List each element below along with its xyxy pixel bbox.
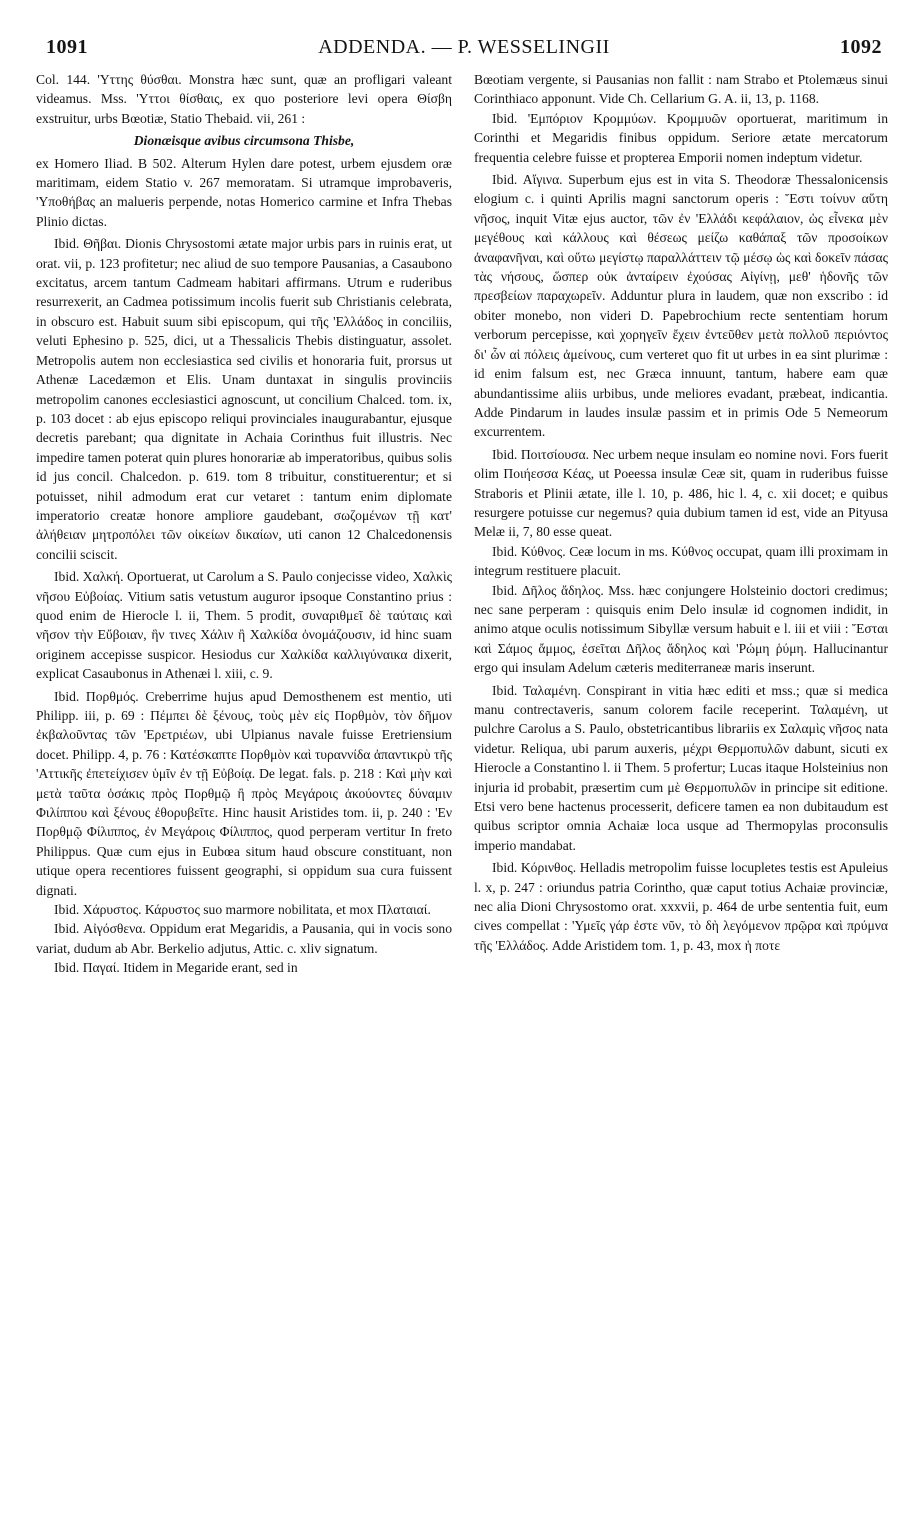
paragraph: Ibid. Κύθνος. Ceæ locum in ms. Κύθνος occupat, quam illi proximam in integrum restituere placuit. [474,543,888,579]
paragraph: Ibid. Αἴγινα. Superbum ejus est in vita S. Theodoræ Thessalonicensis elogium c. i quinti Aprilis magni sanctorum operis : Ἔστι τοίνυν αὕτη νῆσος, inquit Vitæ ejus auctor, τῶν ἐν 'Ελλάδι κεφάλαιον, ὡς εἶνεκα μὲν μεγέθους καὶ κάλλους καὶ θέσεως μείζω καθάπαξ τῶν προσοίκων ἀναφανῆναι, καὶ οὕτω μεγίστῳ παραλλάττειν τῷ μέσῳ ὡς καὶ δοκεῖν πάσας τὰς νήσους, ὥσπερ οὐκ ἀνταίρειν ἐχούσας Αἰγίνῃ, μεθ' ἡδονῆς τῶν πρεσβείων παραχωρεῖν. Adduntur plura in laudem, quæ non exscribo : id obiter monebo, non videri D. Papebrochium recte sententiam horum verborum percepisse, καὶ χορηγεῖν ἔχειν ἐντεῦθεν μετὰ πολλοῦ περιόντος δι' ὧν αἱ πόλεις ἀμείνους, cum verteret quo fit ut urbes in ea sint plurimæ : id enim falsum est, nec Græca innuunt, tantum, habere eam quæ abundantissime aliis urbibus, unde meliores evadant, præbeat, indicantia. Adde Pindarum in laudes insulæ passim et in primis Ode 5 Nemeorum excurrentem. [474,172,888,440]
left-column [36,70,452,978]
verse-quotation: Dionæisque avibus circumsona Thisbe, [133,133,355,149]
right-column [474,70,888,955]
paragraph: ex Homero Iliad. B 502. Alterum Hylen dare potest, urbem ejusdem oræ maritimam, eidem Statio v. 267 memoratam. Si utramque improbaveris, 'Υποθήβας an malueris perpende, notas Homerico carmine et Infra Thebas Plinio dictas. [36,155,452,229]
paragraph: Ibid. Αἰγόσθενα. Oppidum erat Megaridis, a Pausania, qui in vocis sono variat, dudum ab Abr. Berkelio adjutus, Attic. c. xliv signatum. [36,921,452,956]
page-header [46,36,882,64]
paragraph: Ibid. Χάρυστος. Κάρυστος suo marmore nobilitata, et mox Πλαταιαί. [54,902,431,918]
running-title: ADDENDA. — P. WESSELINGII [318,36,610,58]
page-number-right: 1092 [840,36,882,58]
paragraph: Ibid. Κόρινθος. Helladis metropolim fuisse locupletes testis est Apuleius l. x, p. 247 : oriundus patria Corintho, quæ caput totius Achaiæ provinciæ, nec alia Dioni Chrysostomo orat. xxxvii, p. 464 de urbe sententia fuit, eum cives compellat : 'Υμεῖς γάρ ἐστε νῦν, τὸ δὴ λεγόμενον πρῷρα καὶ πρύμνα τῆς 'Ελλάδος. Adde Aristidem tom. 1, p. 43, mox ἡ ποτε [474,860,888,953]
paragraph: Ibid. Δῆλος ἄδηλος. Mss. hæc conjungere Holsteinio doctori credimus; nec sane perperam : quisquis enim Delo insulæ id cognomen indidit, in animo atque oculis notissimum Sibyllæ versum habuit e l. iii et viii : Ἔσται καὶ Σάμος ἄμμος, ἐσεῖται Δῆλος ἄδηλος καὶ 'Ρώμη ῥύμη. Hallucinantur ergo qui insulam Adelum cæteris mediterraneæ maris inserunt. [474,582,888,676]
paragraph: Ibid. 'Εμπόριον Κρομμύων. Κρομμυῶν oportuerat, maritimum in Corinthi et Megaridis finibus oppidum. Seriore ætate mercatorum frequentia celebre fuisse et propterea Emporii nomen indeptum videtur. [474,110,888,165]
paragraph: Ibid. Θῆβαι. Dionis Chrysostomi ætate major urbis pars in ruinis erat, ut orat. vii, p. 123 profitetur; nec aliud de suo tempore Pausanias, a Casaubono excitatus, arcem tantum Cadmeam habitari affirmans. Utrum e ruderibus resurrexerit, an Cadmea potissimum incolis fuerit sub Christianis celebrata, in obscuro est. Habuit suum sibi episcopum, qui τῆς 'Ελλάδος in conciliis, veluti Ephesino p. 525, dici, ut a Thessalicis Thebis distinguatur, assolet. Metropolis autem non ecclesiastica sed civilis et honoraria fuit, prorsus ut Athenæ Lacedæmon et Elis. Unam duntaxat in singulis provinciis metropolim canones ecclesiastici agnoscunt, ut concilium Chalced. tom. ix, p. 103 docet : ab ejus episcopo reliqui provinciales inaugurabantur, ejusque decretis parebant; qua dignitate in Achaia Corinthus fuit illustris. Nec impedire tamen poterat quin plures honorariæ ab imperatoribus, quibus solis id jus concil. Chalcedon. p. 619. tom 8 tribuitur, constituerentur; et si potuisset, nihil admodum erat cur vetaret : tantum enim diplomate imperatorio creatæ honore ampliore gaudebant, σωζομένων τῇ κατ' ἀλήθειαν μητροπόλει τῶν οἰκείων δικαίων, uti canon 12 Chalcedonensis concilii sciscit. [36,236,452,562]
paragraph: Ibid. Χαλκή. Oportuerat, ut Carolum a S. Paulo conjecisse video, Χαλκὶς νῆσου Εὐβοίας. Vitium satis vetustum auguror ipsoque Constantino prius : quod enim de Hierocle l. ii, Them. 5 prodit, συναριθμεῖ δὲ ταύταις καὶ νῆσον τὴν Εὔβοιαν, ἣν τινες Χάλιν ἢ Χαλκίδα ὀνομάζουσιν, id hinc suam originem accepisse suspicor. Hesiodus cur Χαλκίδα καλλιγύναικα dixerit, explicat Casaubonus in Athenæi l. xiii, c. 9. [36,569,452,682]
paragraph: Col. 144. 'Υττης θύσθαι. Monstra hæc sunt, quæ an profligari valeant videamus. Mss. 'Υττοι θίσθαις, ex quo posteriore levi opera Θίσβη exstruitur, urbs Bœotiæ, Statio Thebaid. vii, 261 : [36,72,452,126]
paragraph: Ibid. Ταλαμένη. Conspirant in vitia hæc editi et mss.; quæ si medica manu contrectaveris, sanum colorem facile receperint. Ταλαμένη, ut pulchre Carolus a S. Paulo, obstetricantibus librariis ex Σαλαμὶς νῆσος nata videtur. Reliqua, ubi parum auxeris, μέχρι Θερμοπυλῶν dabunt, sicuti ex Hierocle a Constantino l. ii Them. 5 profertur; Lucas itaque Holsteinius non injuria id probabit, præsertim cum μὲ Θερμοπυλῶν in principe sit editione. Etsi vero bene hactenus processerit, deficere tamen ea non dubitaudum est quibus scriptor omnia Achaiæ loca usque ad Thermopylas proconsulis imperio mandabat. [474,682,888,853]
paragraph: Ibid. Παγαί. Itidem in Megaride erant, sed in [54,960,298,976]
page-number-left: 1091 [46,36,88,58]
paragraph: Ibid. Πορθμός. Creberrime hujus apud Demosthenem est mentio, uti Philipp. iii, p. 69 : Πέμπει δὲ ξένους, τοὺς μὲν εἰς Πορθμὸν, τὸν δῆμον ἐκβαλοῦντας τῶν 'Ερετριέων, ubi Ulpianus navale fuisse Eretriensium docet. Philipp. 4, p. 76 : Κατέσκαπτε Πορθμὸν καὶ τυραννίδα ἀπαντικρὺ τῆς 'Αττικῆς ἐπετείχισεν ὑμῖν ἐν τῇ Εὐβοίᾳ. De legat. fals. p. 218 : Καὶ μὴν καὶ μετὰ ταῦτα ὁσάκις πρὸς Πορθμῷ ἢ πρὸς Μεγάροις ἀκούοντες δύναμιν Φιλίππου καὶ ξένους ἐθορυβεῖτε. Hinc hausit Aristides tom. ii, p. 240 : 'Εν Πορθμῷ Φίλιππος, ἐν Μεγάροις Φίλιππος, quod perperam vertitur In freto Philippus. Quæ cum ejus in Eubœa situm haud obscure constituant, non utique opera recentiores fuissent geographi, si oppidum sua cura fuissent dignati. [36,688,452,898]
paragraph: Ibid. Ποιτσίουσα. Nec urbem neque insulam eo nomine novi. Fors fuerit olim Ποιήεσσα Κέας, ut Poeessa insulæ Ceæ sit, quam in ruderibus fuisse Straboris et Plinii ætate, ille l. 10, p. 486, hic l. 4, c. xii docet; e quibus resurgere potuisse cur negemus? quia dubium tamen id est, vide an Pityusa Melæ ii, 7, 80 esse queat. [474,446,888,540]
paragraph: Bœotiam vergente, si Pausanias non fallit : nam Strabo et Ptolemæus sinui Corinthiaco apponunt. Vide Ch. Cellarium G. A. ii, 13, p. 1168. [474,72,888,107]
